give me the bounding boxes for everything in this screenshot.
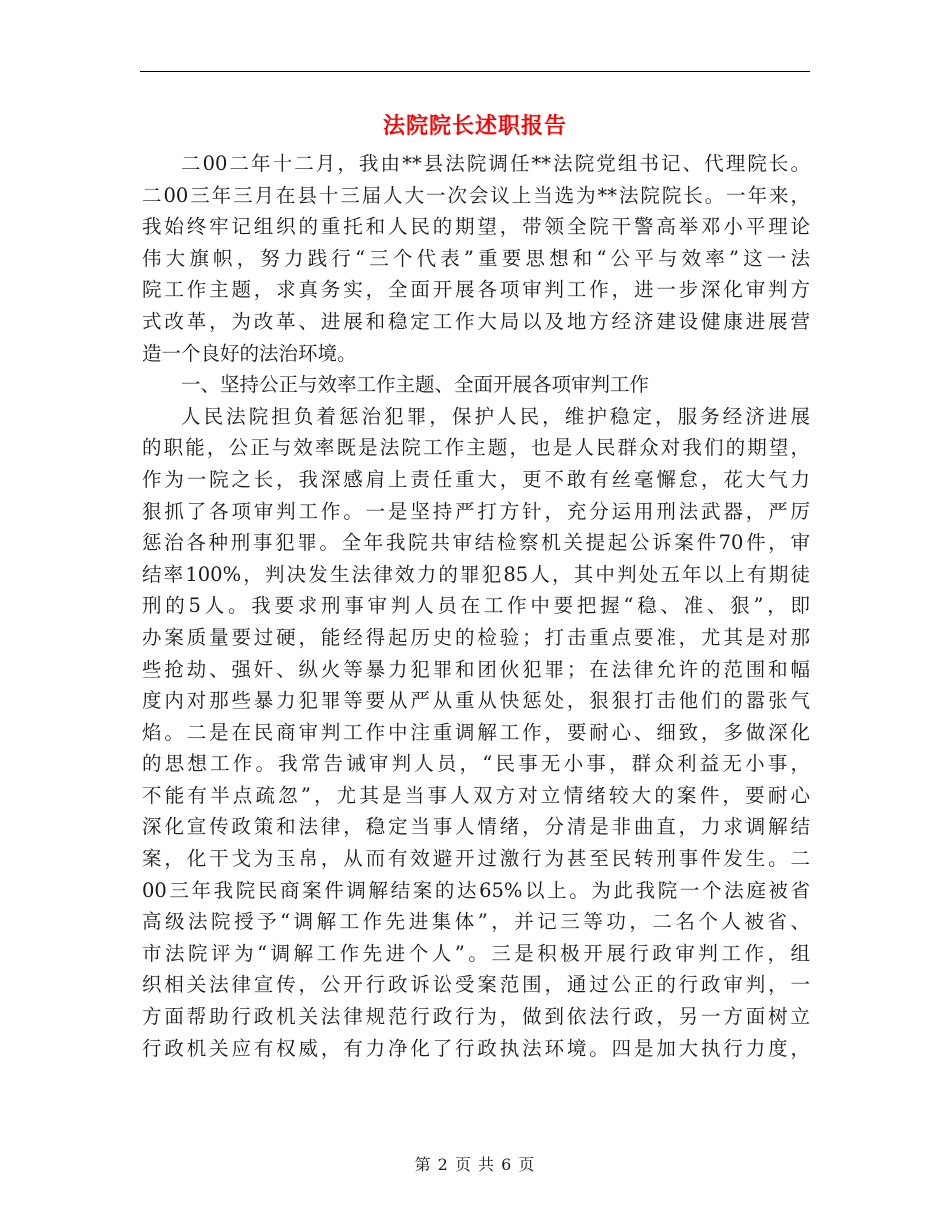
page-footer — [0, 1154, 950, 1176]
text-line: 刑的5人。我要求刑事审判人员在工作中要把握“稳、准、狠”，即 — [142, 594, 810, 618]
text-line: 深化宣传政策和法律，稳定当事人情绪，分清是非曲直，力求调解结 — [142, 815, 810, 839]
document-title: 法院院长述职报告 — [382, 113, 567, 139]
text-line: 00三年我院民商案件调解结案的达65%以上。为此我院一个法庭被省 — [142, 878, 810, 902]
text-line: 案，化干戈为玉帛，从而有效避开过激行为甚至民转刑事件发生。二 — [142, 847, 810, 871]
text-line: 作为一院之长，我深感肩上责任重大，更不敢有丝毫懈怠，花大气力 — [142, 467, 810, 491]
text-line: 二00三年三月在县十三届人大一次会议上当选为**法院院长。一年来， — [142, 183, 810, 207]
page-number-label: 第 2 页 共 6 页 — [414, 1155, 536, 1174]
text-line: 些抢劫、强奸、纵火等暴力犯罪和团伙犯罪；在法律允许的范围和幅 — [142, 657, 810, 681]
text-line: 度内对那些暴力犯罪等要从严从重从快惩处，狠狠打击他们的嚣张气 — [142, 689, 810, 713]
text-line: 式改革，为改革、进展和稳定工作大局以及地方经济建设健康进展营 — [142, 309, 810, 333]
text-line: 方面帮助行政机关法律规范行政行为，做到依法行政，另一方面树立 — [142, 1005, 810, 1029]
text-line: 伟大旗帜，努力践行“三个代表”重要思想和“公平与效率”这一法 — [142, 246, 810, 270]
text-line: 办案质量要过硬，能经得起历史的检验；打击重点要准，尤其是对那 — [142, 625, 810, 649]
text-line: 狠抓了各项审判工作。一是坚持严打方针，充分运用刑法武器，严厉 — [142, 499, 810, 523]
document-body — [142, 148, 810, 1064]
text-line: 的思想工作。我常告诫审判人员，“民事无小事，群众利益无小事， — [142, 752, 810, 776]
text-line: 的职能，公正与效率既是法院工作主题，也是人民群众对我们的期望， — [142, 436, 810, 460]
text-line: 二00二年十二月，我由**县法院调任**法院党组书记、代理院长。 — [181, 152, 810, 175]
text-line: 一、坚持公正与效率工作主题、全面开展各项审判工作 — [181, 373, 650, 397]
text-line: 织相关法律宣传，公开行政诉讼受案范围，通过公正的行政审判，一 — [142, 973, 810, 997]
text-line: 我始终牢记组织的重托和人民的期望，带领全院干警高举邓小平理论 — [142, 215, 810, 239]
text-line: 市法院评为“调解工作先进个人”。三是积极开展行政审判工作，组 — [142, 941, 810, 965]
text-line: 结率100%，判决发生法律效力的罪犯85人，其中判处五年以上有期徒 — [142, 562, 810, 586]
text-line: 人民法院担负着惩治犯罪，保护人民，维护稳定，服务经济进展 — [181, 404, 810, 428]
text-line: 高级法院授予“调解工作先进集体”，并记三等功，二名个人被省、 — [142, 910, 810, 934]
text-line: 行政机关应有权威，有力净化了行政执法环境。四是加大执行力度， — [142, 1036, 810, 1060]
text-line: 惩治各种刑事犯罪。全年我院共审结检察机关提起公诉案件70件，审 — [142, 531, 810, 555]
text-line: 院工作主题，求真务实，全面开展各项审判工作，进一步深化审判方 — [142, 278, 810, 302]
text-line: 不能有半点疏忽”，尤其是当事人双方对立情绪较大的案件，要耐心 — [142, 783, 810, 807]
header-rule — [140, 71, 810, 72]
text-line: 焰。二是在民商审判工作中注重调解工作，要耐心、细致，多做深化 — [142, 720, 810, 744]
text-line: 造一个良好的法治环境。 — [142, 341, 357, 365]
